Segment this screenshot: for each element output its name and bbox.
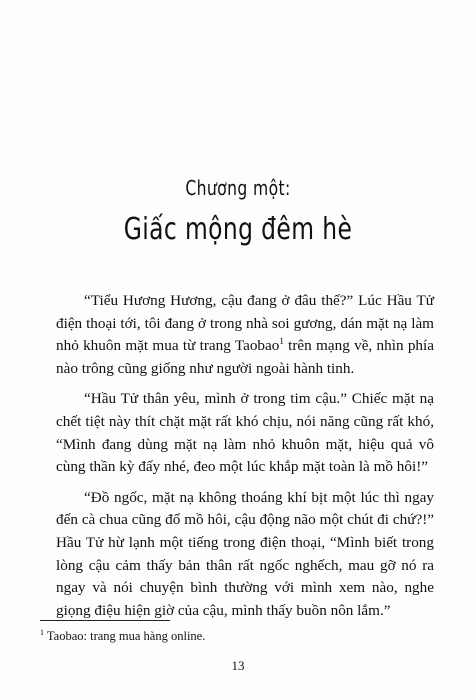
chapter-label: Chương một: (185, 176, 291, 200)
paragraph-1-text: “Tiểu Hương Hương, cậu đang ở đâu thế?” Lúc Hầu Tử điện thoại tới, tôi đang ở trong nhà soi gương, dán mặt nạ làm nhỏ khuôn mặt mua từ trang Taobao (56, 292, 434, 355)
body-text (56, 290, 434, 630)
page-number: 13 (231, 658, 245, 673)
footnote-marker: 1 (40, 627, 44, 637)
chapter-title: Giấc mộng đêm hè (123, 212, 353, 247)
paragraph-1-text-continued: trên mạng về, nhìn phía nào trông cũng giống như người ngoài hành tinh. (56, 337, 434, 377)
paragraph-2 (56, 388, 434, 478)
footnote-reference: 1 (279, 336, 284, 347)
paragraph-2-text: “Hầu Tử thân yêu, mình ở trong tim cậu.” Chiếc mặt nạ chết tiệt này thít chặt mặt rất khó chịu, nói năng cũng rất khó, “Mình đang dùng mặt nạ làm nhỏ khuôn mặt, hiệu quả vô cùng thần kỳ đấy nhé, đeo một lúc khắp mặt toàn là mồ hôi!” (56, 390, 434, 476)
footnote-text: Taobao: trang mua hàng online. (44, 629, 206, 643)
paragraph-1 (56, 290, 434, 380)
paragraph-3-text: “Đồ ngốc, mặt nạ không thoáng khí bịt một lúc thì ngay đến cà chua cũng đổ mồ hôi, cậu động não một chút đi chứ?!” Hầu Tử hừ lạnh một tiếng trong điện thoại, “Mình biết trong lòng cậu cảm thấy bản thân rất ngốc nghếch, mau gỡ nó ra ngay và nói chuyện bình thường với mình xem nào, nghe giọng điệu hiện giờ của cậu, mình thấy buồn nôn lắm.” (56, 488, 434, 619)
paragraph-3 (56, 487, 434, 623)
footnote-divider (40, 620, 170, 621)
footnote (40, 628, 440, 644)
